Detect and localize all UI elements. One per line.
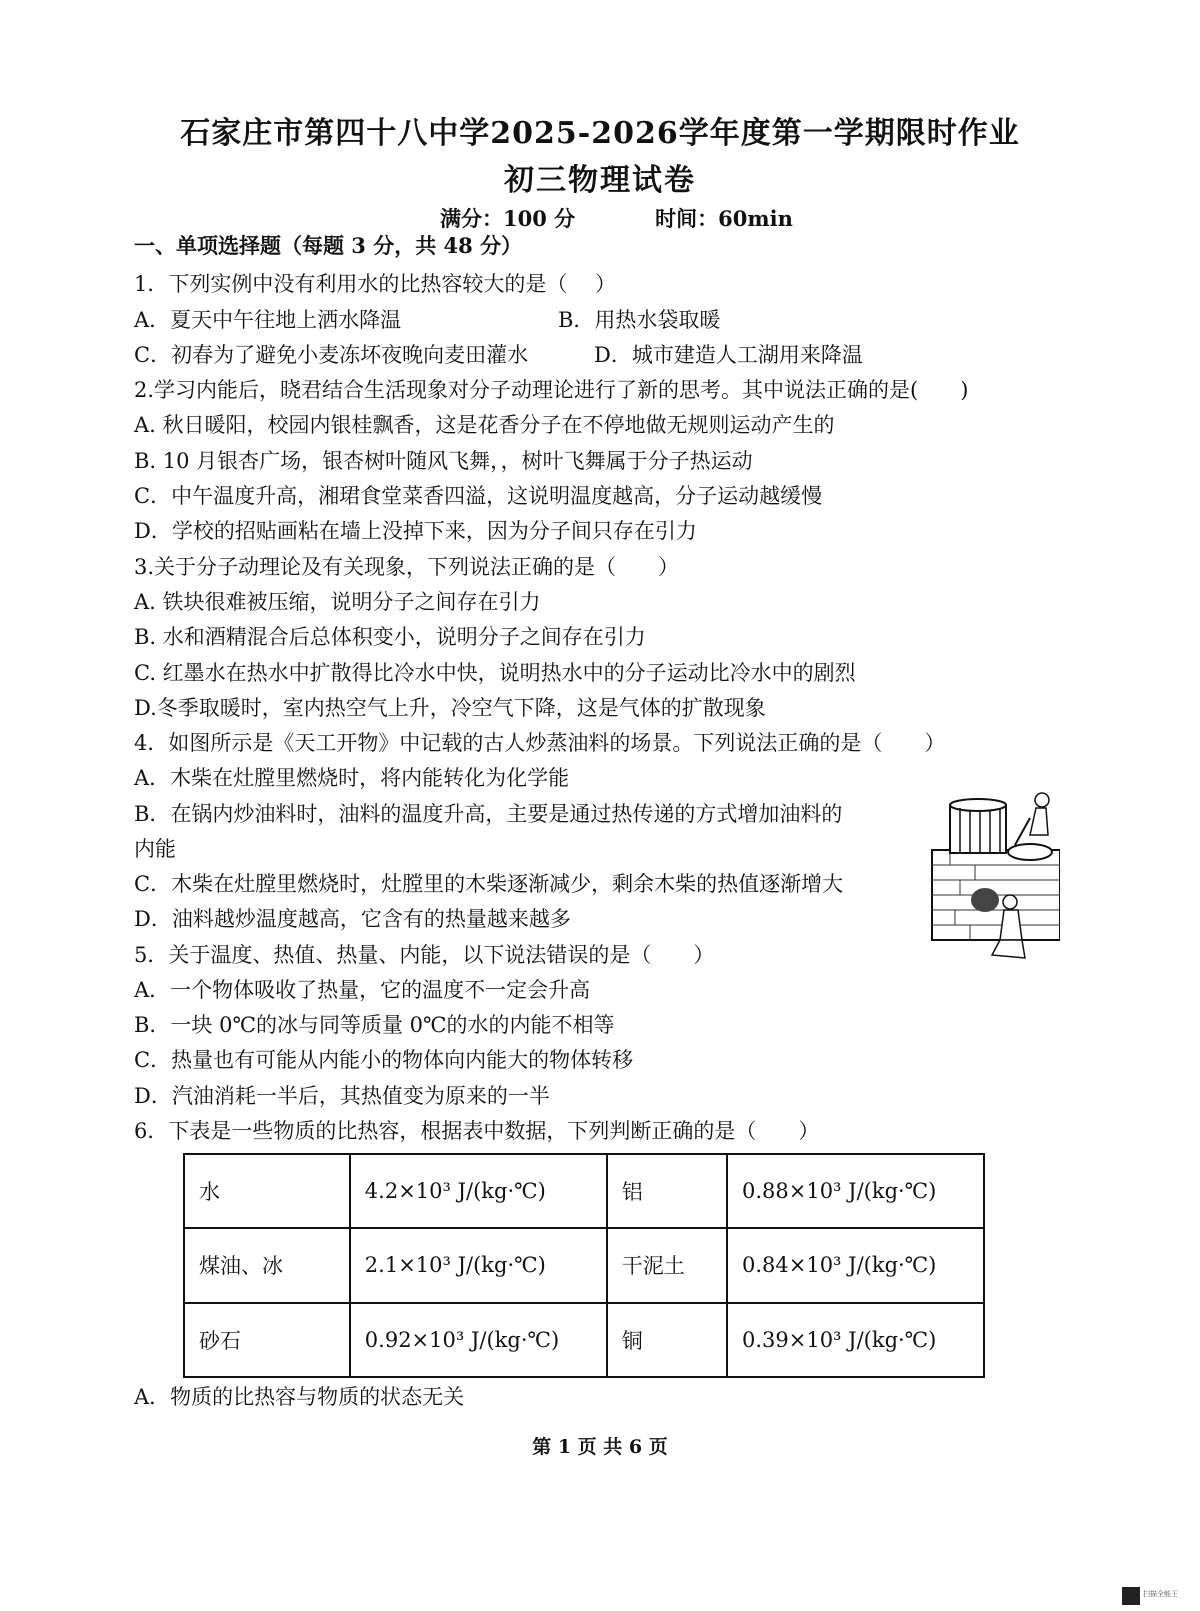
table-cell: 0.88×10³ J/(kg·℃) <box>727 1154 984 1228</box>
question-1-stem: 1．下列实例中没有利用水的比热容较大的是（ ） <box>134 272 617 296</box>
table-cell: 水 <box>184 1154 350 1228</box>
question-6-option-a: A．物质的比热容与物质的状态无关 <box>134 1385 465 1409</box>
oil-frying-illustration <box>930 790 1060 970</box>
question-5-stem: 5．关于温度、热值、热量、内能，以下说法错误的是（ ） <box>134 943 715 967</box>
table-cell: 2.1×10³ J/(kg·℃) <box>350 1228 607 1302</box>
document-title: 石家庄市第四十八中学2025-2026学年度第一学期限时作业 <box>180 116 1020 151</box>
question-5-option-c: C．热量也有可能从内能小的物体向内能大的物体转移 <box>134 1048 634 1072</box>
table-cell: 4.2×10³ J/(kg·℃) <box>350 1154 607 1228</box>
table-row <box>184 1154 984 1228</box>
question-4-option-a: A．木柴在灶膛里燃烧时，将内能转化为化学能 <box>134 766 570 790</box>
question-3-option-a: A. 铁块很难被压缩，说明分子之间存在引力 <box>134 590 541 614</box>
exam-time: 时间：60min <box>655 206 793 231</box>
table-row <box>184 1303 984 1377</box>
specific-heat-table <box>183 1153 985 1378</box>
question-3-stem: 3.关于分子动理论及有关现象，下列说法正确的是（ ） <box>134 555 680 579</box>
question-1-option-a: A．夏天中午往地上洒水降温 <box>134 308 402 332</box>
table-row <box>184 1228 984 1302</box>
question-1-option-c: C．初春为了避免小麦冻坏夜晚向麦田灌水 <box>134 343 529 367</box>
question-4-option-c: C．木柴在灶膛里燃烧时，灶膛里的木柴逐渐减少，剩余木柴的热值逐渐增大 <box>134 872 844 896</box>
question-1-option-d: D．城市建造人工湖用来降温 <box>594 343 863 367</box>
table-cell: 0.84×10³ J/(kg·℃) <box>727 1228 984 1302</box>
question-4-option-d: D．油料越炒温度越高，它含有的热量越来越多 <box>134 907 571 931</box>
question-2-stem: 2.学习内能后，晓君结合生活现象对分子动理论进行了新的思考。其中说法正确的是( ) <box>134 378 969 402</box>
document-subtitle: 初三物理试卷 <box>504 163 696 198</box>
section-heading: 一、单项选择题（每题 3 分，共 48 分） <box>134 233 523 258</box>
question-3-option-b: B. 水和酒精混合后总体积变小，说明分子之间存在引力 <box>134 625 646 649</box>
table-cell: 砂石 <box>184 1303 350 1377</box>
question-4-stem: 4．如图所示是《天工开物》中记载的古人炒蒸油料的场景。下列说法正确的是（ ） <box>134 731 946 755</box>
question-1-option-b: B．用热水袋取暖 <box>558 308 721 332</box>
table-cell: 铝 <box>607 1154 727 1228</box>
question-4-option-b: B．在锅内炒油料时，油料的温度升高，主要是通过热传递的方式增加油料的 <box>134 802 843 826</box>
exam-meta <box>440 203 793 233</box>
full-score: 满分：100 分 <box>440 206 576 231</box>
question-2-option-d: D．学校的招贴画粘在墙上没掉下来，因为分子间只存在引力 <box>134 519 697 543</box>
question-3-option-c: C. 红墨水在热水中扩散得比冷水中快，说明热水中的分子运动比冷水中的剧烈 <box>134 661 856 685</box>
question-5-option-b: B．一块 0℃的冰与同等质量 0℃的水的内能不相等 <box>134 1013 615 1037</box>
question-6-stem: 6．下表是一些物质的比热容，根据表中数据，下列判断正确的是（ ） <box>134 1119 820 1143</box>
question-2-option-a: A. 秋日暖阳，校园内银桂飘香，这是花香分子在不停地做无规则运动产生的 <box>134 413 835 437</box>
table-cell: 干泥土 <box>607 1228 727 1302</box>
table-cell: 煤油、冰 <box>184 1228 350 1302</box>
page-footer: 第 1 页 共 6 页 <box>532 1436 668 1458</box>
table-cell: 0.92×10³ J/(kg·℃) <box>350 1303 607 1377</box>
scanner-watermark: 扫描全能王 <box>1143 1590 1178 1598</box>
question-2-option-c: C．中午温度升高，湘珺食堂菜香四溢，这说明温度越高，分子运动越缓慢 <box>134 484 823 508</box>
question-4-option-b-continued: 内能 <box>134 837 176 861</box>
question-5-option-d: D．汽油消耗一半后，其热值变为原来的一半 <box>134 1084 550 1108</box>
question-2-option-b: B. 10 月银杏广场，银杏树叶随风飞舞，，树叶飞舞属于分子热运动 <box>134 449 753 473</box>
question-3-option-d: D.冬季取暖时，室内热空气上升，冷空气下降，这是气体的扩散现象 <box>134 696 766 720</box>
question-5-option-a: A．一个物体吸收了热量，它的温度不一定会升高 <box>134 978 591 1002</box>
table-cell: 铜 <box>607 1303 727 1377</box>
qr-code-icon <box>1122 1587 1140 1605</box>
table-cell: 0.39×10³ J/(kg·℃) <box>727 1303 984 1377</box>
